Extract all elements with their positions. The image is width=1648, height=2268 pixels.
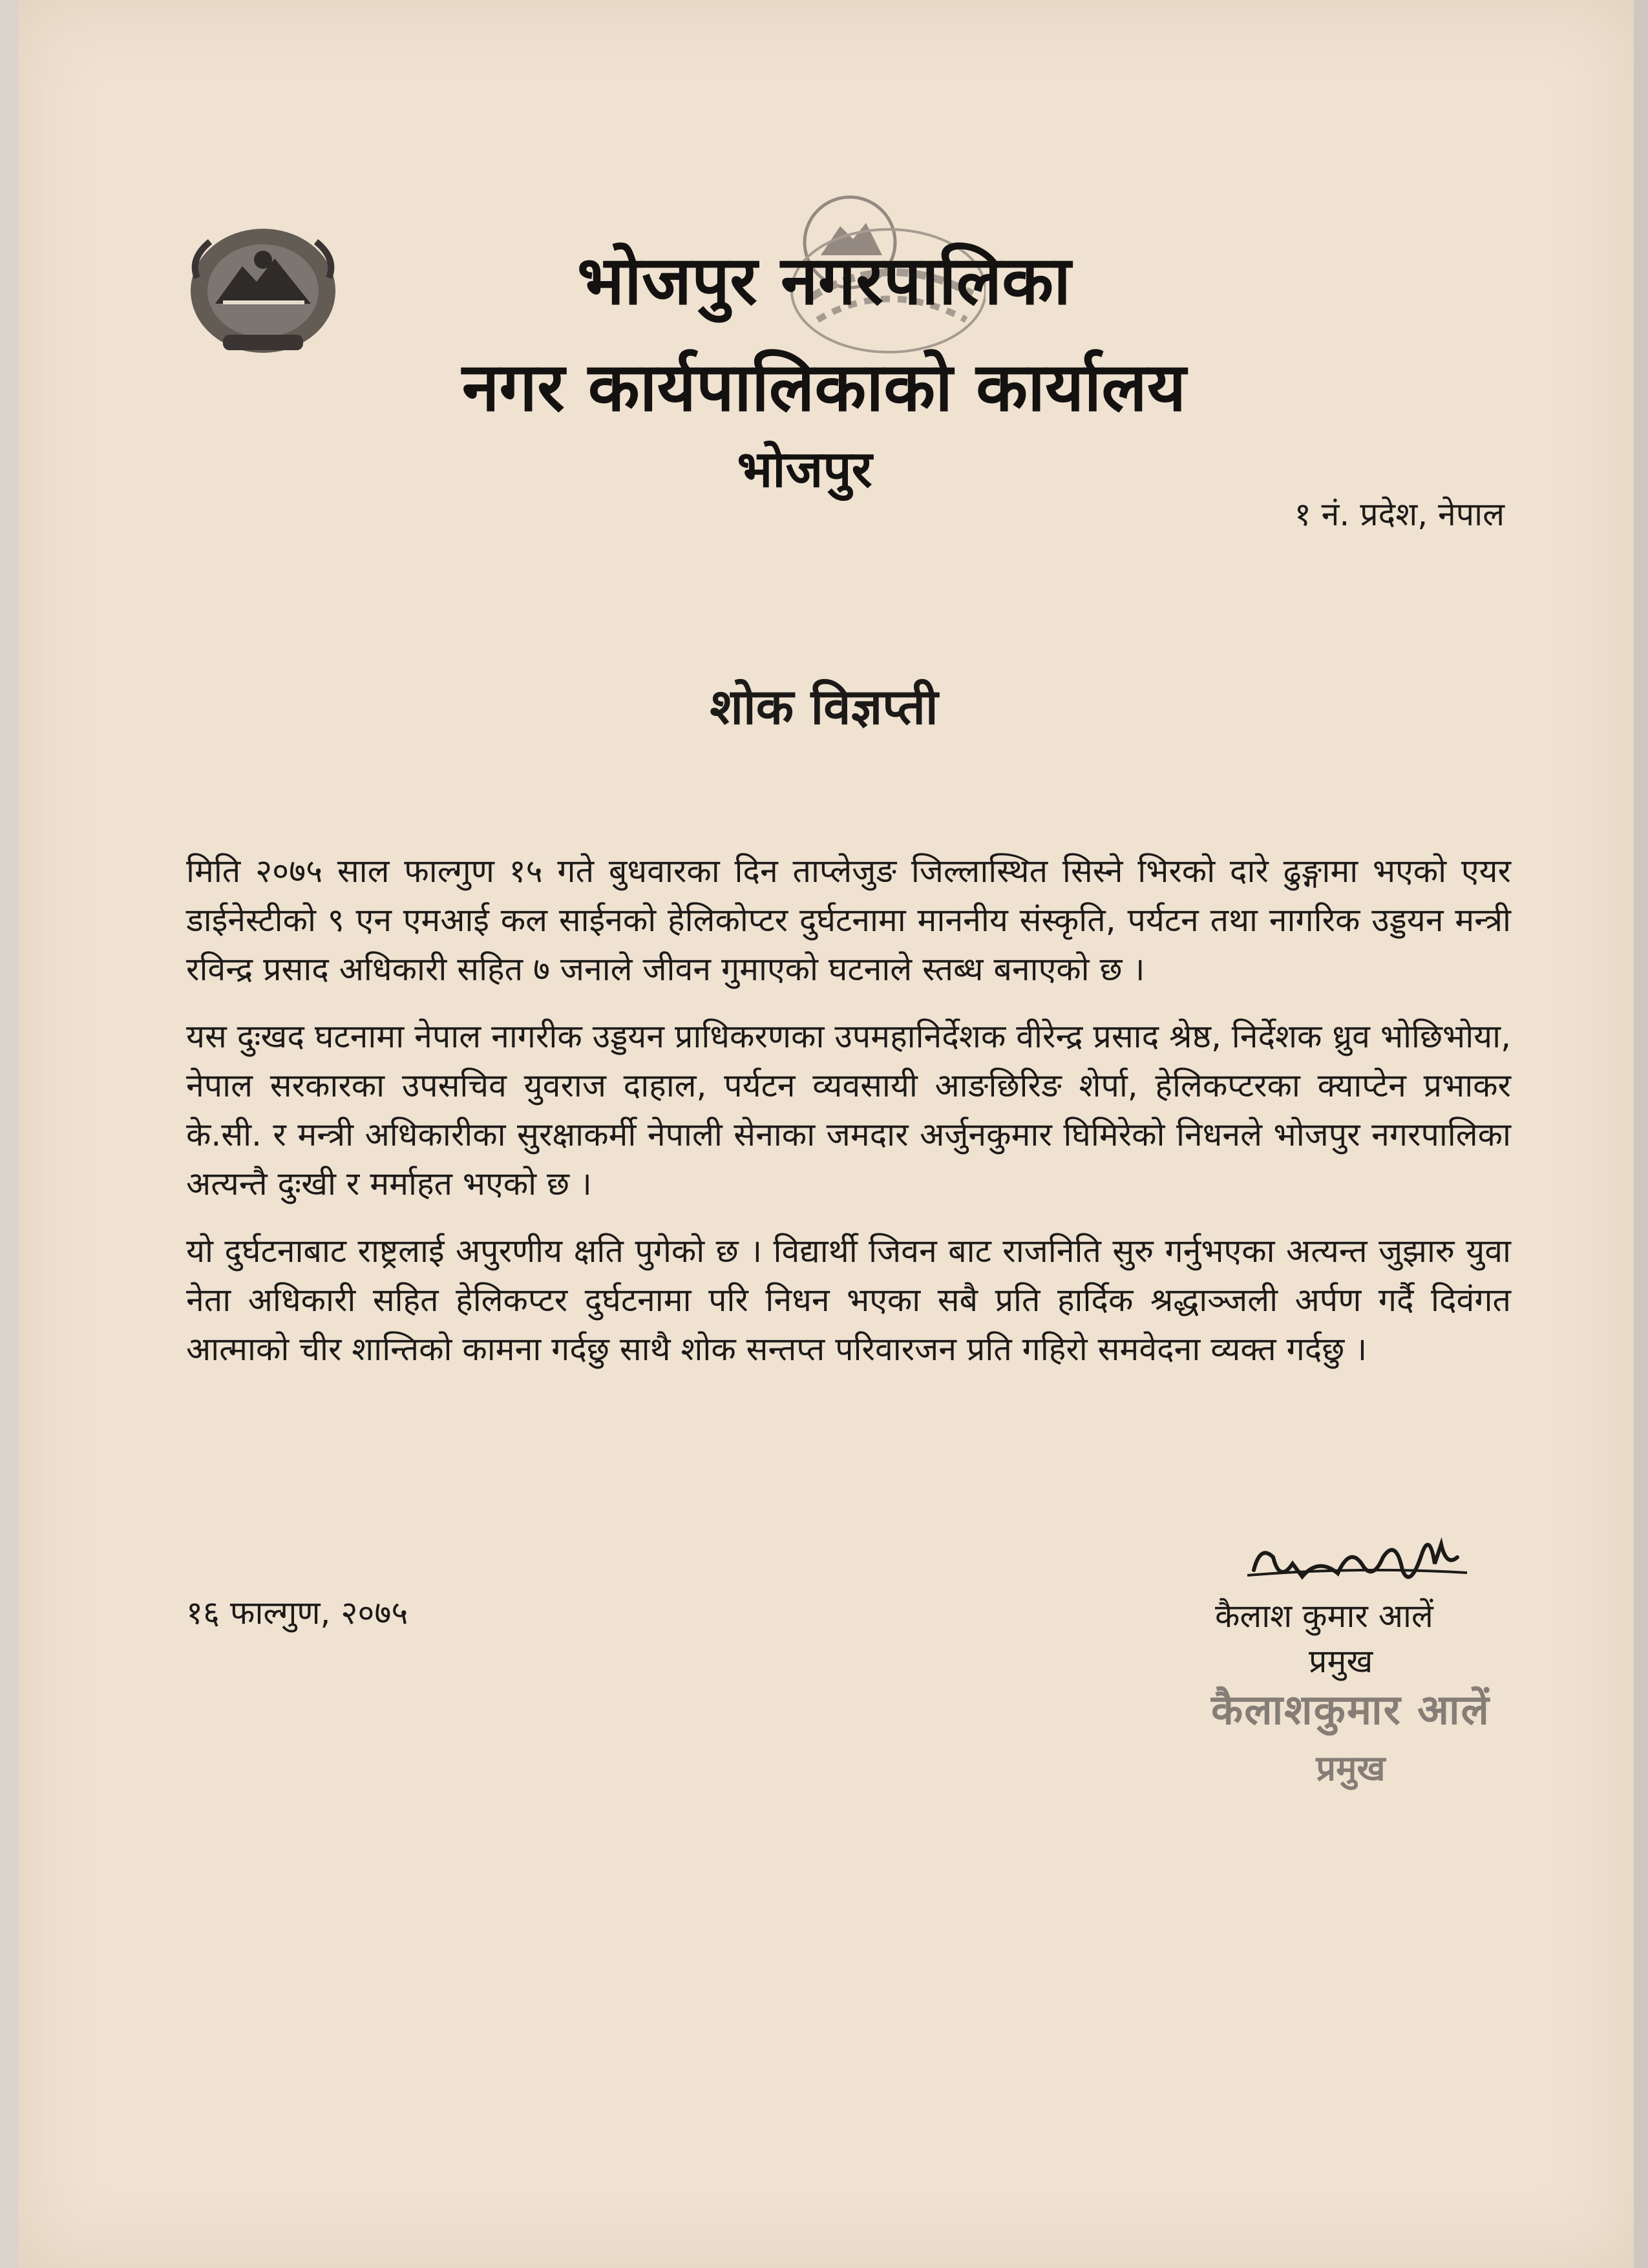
paragraph: यस दुःखद घटनामा नेपाल नागरीक उड्डयन प्राधिकरणका उपमहानिर्देशक वीरेन्द्र प्रसाद श्रेष्ठ, निर्देशक ध्रुव भोछिभोया, नेपाल सरकारका उपसचिव युवराज दाहाल, पर्यटन व्यवसायी आङछिरिङ शेर्पा, हेलिकप्टरका क्याप्टेन प्रभाकर के.सी. र मन्त्री अधिकारीका सुरक्षाकर्मी नेपाली सेनाका जमदार अर्जुनकुमार घिमिरेको निधनले भोजपुर नगरपालिका अत्यन्तै दुःखी र मर्माहत भएको छ ।: [186, 1018, 1511, 1202]
paragraph: मिति २०७५ साल फाल्गुण १५ गते बुधवारका दिन ताप्लेजुङ जिल्लास्थित सिस्ने भिरको दारे ढुङ्गामा भएको एयर डाईनेस्टीको ९ एन एमआई कल साईनको हेलिकोप्टर दुर्घटनामा माननीय संस्कृति, पर्यटन तथा नागरिक उड्डयन मन्त्री रविन्द्र प्रसाद अधिकारी सहित ७ जनाले जीवन गुमाएको घटनाले स्तब्ध बनाएको छ ।: [186, 852, 1511, 988]
signer-title: प्रमुख: [1309, 1643, 1373, 1680]
name-stamp-title: प्रमुख: [1316, 1748, 1386, 1789]
signer-name: कैलाश कुमार आलें: [1215, 1597, 1433, 1635]
notice-body: [186, 846, 1511, 1392]
handwritten-signature: [1241, 1518, 1486, 1602]
municipality-name: भोजपुर नगरपालिका: [576, 241, 1072, 320]
name-stamp: [1209, 1680, 1493, 1790]
notice-title: शोक विज्ञप्ती: [710, 678, 938, 735]
office-name: नगर कार्यपालिकाको कार्यालय: [461, 348, 1187, 426]
province-line: १ नं. प्रदेश, नेपाल: [1294, 496, 1505, 533]
issue-date: १६ फाल्गुण, २०७५: [186, 1594, 408, 1632]
office-location: भोजपुर: [737, 441, 872, 499]
paragraph: यो दुर्घटनाबाट राष्ट्रलाई अपुरणीय क्षति पुगेको छ । विद्यार्थी जिवन बाट राजनिति सुरु गर्नुभएका अत्यन्त जुझारु युवा नेता अधिकारी सहित हेलिकप्टर दुर्घटनामा परि निधन भएका सबै प्रति हार्दिक श्रद्धाञ्जली अर्पण गर्दै दिवंगत आत्माको चीर शान्तिको कामना गर्दछु साथै शोक सन्तप्त परिवारजन प्रति गहिरो समवेदना व्यक्त गर्दछु ।: [186, 1232, 1511, 1368]
name-stamp-name: कैलाशकुमार आलें: [1211, 1686, 1490, 1734]
